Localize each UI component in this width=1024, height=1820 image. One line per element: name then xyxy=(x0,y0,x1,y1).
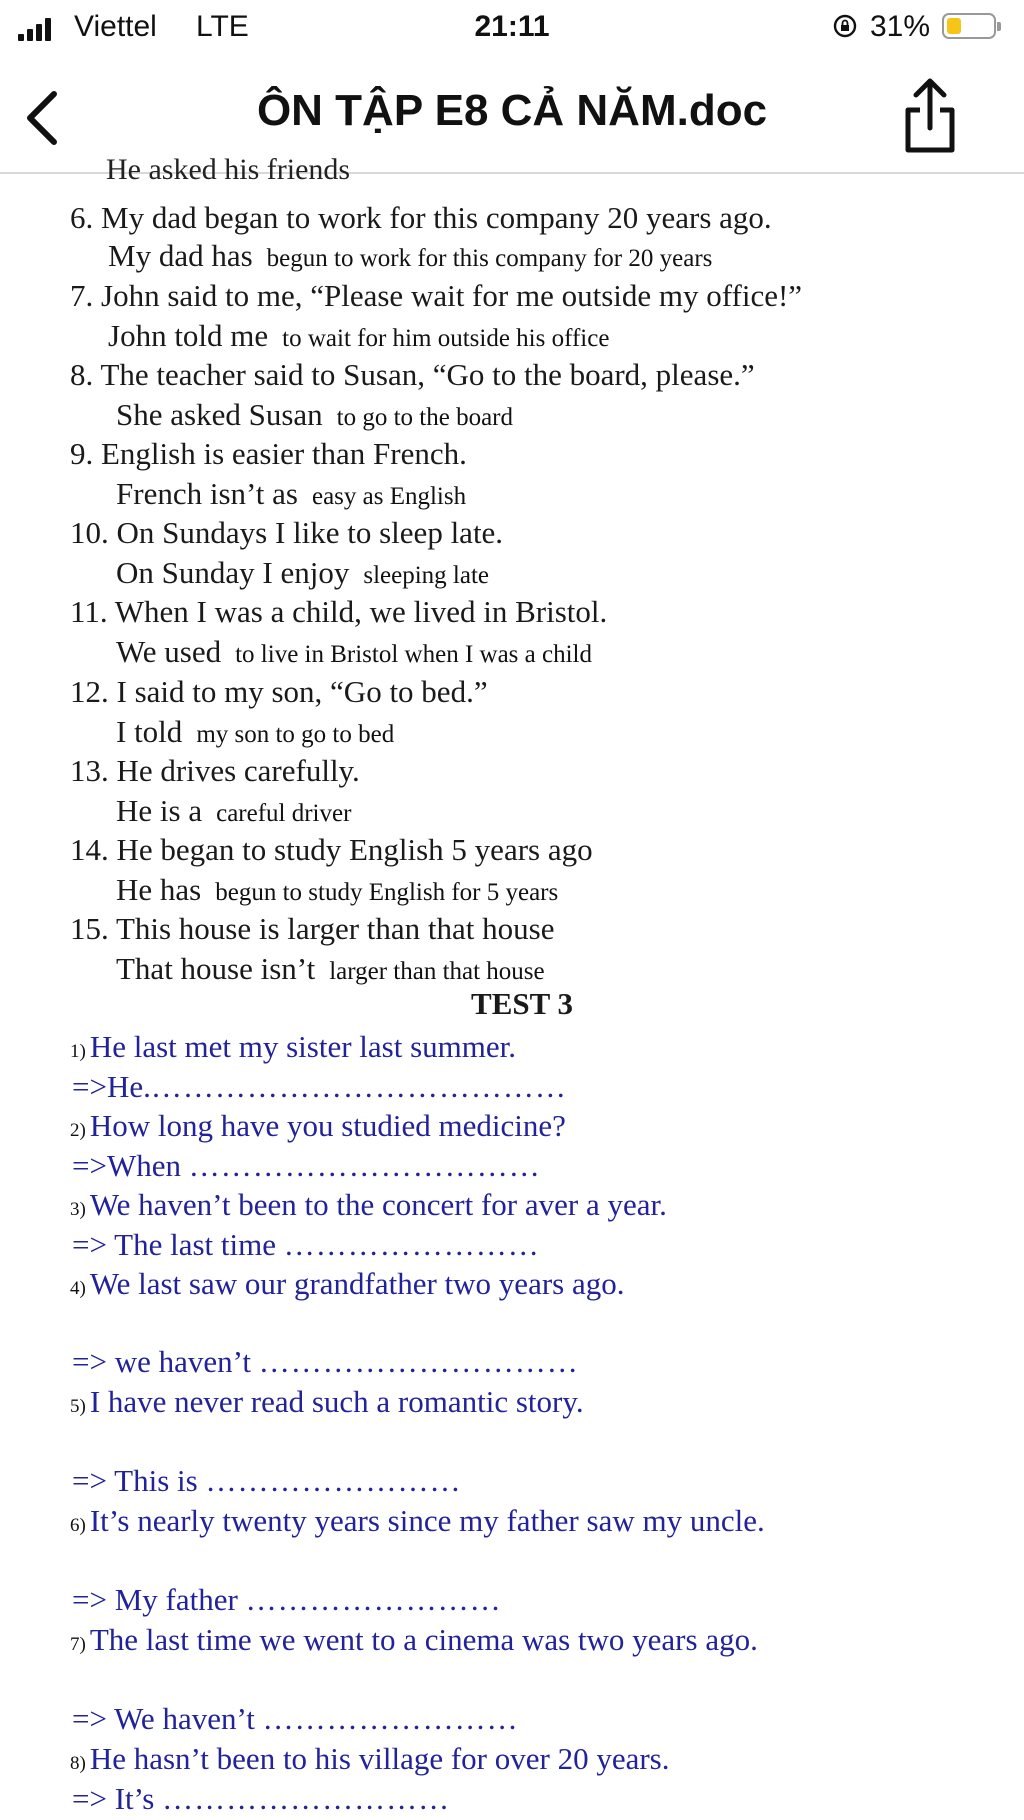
rewrite-stem: => The last time xyxy=(72,1227,284,1262)
test-question xyxy=(70,1741,669,1777)
rewrite-stem: => My father xyxy=(72,1582,246,1617)
exercise-answer-line xyxy=(116,872,558,908)
test-question xyxy=(70,1503,765,1539)
rewrite-stem: => It’s xyxy=(72,1781,163,1816)
rewrite-line xyxy=(72,1069,567,1105)
question-number: 8) xyxy=(70,1753,86,1774)
test-question xyxy=(70,1622,758,1658)
rotation-lock-icon xyxy=(832,13,858,39)
blank-dots: ……………………… xyxy=(162,1781,451,1816)
rewrite-stem: =>He. xyxy=(72,1069,151,1104)
handwritten-answer: to wait for him outside his office xyxy=(282,325,610,352)
handwritten-answer: larger than that house xyxy=(329,958,545,985)
handwritten-answer: to go to the board xyxy=(336,404,514,431)
carrier-name: Viettel xyxy=(74,10,157,43)
handwritten-answer: my son to go to bed xyxy=(196,721,395,748)
question-number: 2) xyxy=(70,1120,86,1141)
share-icon[interactable] xyxy=(898,76,962,156)
exercise-prompt: 10. On Sundays I like to sleep late. xyxy=(70,515,504,550)
exercise-prompt: 9. English is easier than French. xyxy=(70,436,467,471)
blank-dots: …………………… xyxy=(283,1227,540,1262)
test-title: TEST 3 xyxy=(471,986,573,1021)
blank-dots: ………………………… xyxy=(258,1344,579,1379)
test-question xyxy=(70,1187,667,1223)
status-bar xyxy=(0,0,1024,58)
handwritten-answer: sleeping late xyxy=(363,562,489,589)
rewrite-stem: =>When xyxy=(72,1148,189,1183)
question-number: 7) xyxy=(70,1634,86,1655)
battery-icon xyxy=(942,13,996,39)
question-number: 4) xyxy=(70,1278,86,1299)
exercise-answer-line xyxy=(116,397,513,433)
blank-dots: …………………… xyxy=(205,1463,462,1498)
exercise-answer-line xyxy=(108,238,712,274)
battery-level-fill xyxy=(947,18,961,34)
question-number: 6) xyxy=(70,1515,86,1536)
exercise-prompt: 8. The teacher said to Susan, “Go to the board, please.” xyxy=(70,357,755,392)
exercise-answer-line xyxy=(116,555,489,591)
test-question xyxy=(70,1384,584,1420)
document-title: ÔN TẬP E8 CẢ NĂM.doc xyxy=(256,86,768,135)
rewrite-line xyxy=(72,1227,540,1263)
rewrite-line xyxy=(72,1344,579,1380)
question-number: 3) xyxy=(70,1199,86,1220)
network-type: LTE xyxy=(196,10,249,43)
handwritten-answer: to live in Bristol when I was a child xyxy=(235,641,592,668)
answer-stem: John told me xyxy=(108,318,269,353)
answer-stem: My dad has xyxy=(108,238,253,273)
test-question xyxy=(70,1029,516,1065)
question-sentence: How long have you studied medicine? xyxy=(89,1108,566,1143)
exercise-prompt: 12. I said to my son, “Go to bed.” xyxy=(70,674,488,709)
answer-stem: She asked Susan xyxy=(116,397,323,432)
cut-off-text-line: He asked his friends xyxy=(106,153,351,186)
handwritten-answer: begun to work for this company for 20 years xyxy=(266,245,713,272)
answer-stem: On Sunday I enjoy xyxy=(116,555,350,590)
rewrite-stem: => we haven’t xyxy=(72,1344,259,1379)
status-time: 21:11 xyxy=(474,10,550,43)
exercise-answer-line xyxy=(116,634,592,670)
test-question xyxy=(70,1266,624,1302)
handwritten-answer: easy as English xyxy=(311,483,467,510)
rewrite-stem: => We haven’t xyxy=(72,1701,263,1736)
answer-stem: I told xyxy=(116,714,183,749)
blank-dots: ………………………………… xyxy=(150,1069,567,1104)
question-sentence: We last saw our grandfather two years ago. xyxy=(89,1266,625,1301)
exercise-answer-line xyxy=(108,318,609,354)
exercise-answer-line xyxy=(116,951,545,987)
handwritten-answer: begun to study English for 5 years xyxy=(215,879,559,906)
rewrite-line xyxy=(72,1148,541,1184)
battery-percent: 31% xyxy=(870,10,931,43)
exercise-prompt: 15. This house is larger than that house xyxy=(70,911,555,946)
question-sentence: It’s nearly twenty years since my father saw my uncle. xyxy=(89,1503,765,1538)
exercise-answer-line xyxy=(116,793,351,829)
question-sentence: We haven’t been to the concert for aver a year. xyxy=(89,1187,667,1222)
question-number: 5) xyxy=(70,1396,86,1417)
rewrite-stem: => This is xyxy=(72,1463,206,1498)
exercise-prompt: 6. My dad began to work for this company 20 years ago. xyxy=(70,200,772,235)
blank-dots: …………………………… xyxy=(188,1148,541,1183)
answer-stem: We used xyxy=(116,634,222,669)
exercise-prompt: 13. He drives carefully. xyxy=(70,753,360,788)
document-viewer[interactable] xyxy=(0,153,1024,1820)
question-sentence: He hasn’t been to his village for over 20 years. xyxy=(89,1741,670,1776)
chevron-left-icon[interactable] xyxy=(20,88,64,148)
rewrite-line xyxy=(72,1701,519,1737)
exercise-prompt: 14. He began to study English 5 years ago xyxy=(70,832,593,867)
question-number: 1) xyxy=(70,1041,86,1062)
blank-dots: …………………… xyxy=(245,1582,502,1617)
question-sentence: The last time we went to a cinema was two years ago. xyxy=(89,1622,758,1657)
question-sentence: I have never read such a romantic story. xyxy=(89,1384,584,1419)
answer-stem: He has xyxy=(116,872,202,907)
answer-stem: French isn’t as xyxy=(116,476,298,511)
test-question xyxy=(70,1108,566,1144)
exercise-answer-line xyxy=(116,714,394,750)
exercise-prompt: 7. John said to me, “Please wait for me outside my office!” xyxy=(70,278,803,313)
question-sentence: He last met my sister last summer. xyxy=(89,1029,517,1064)
rewrite-line xyxy=(72,1781,450,1817)
handwritten-answer: careful driver xyxy=(216,800,352,827)
blank-dots: …………………… xyxy=(262,1701,519,1736)
exercise-prompt: 11. When I was a child, we lived in Bristol. xyxy=(70,594,608,629)
exercise-answer-line xyxy=(116,476,466,512)
answer-stem: That house isn’t xyxy=(116,951,316,986)
rewrite-line xyxy=(72,1463,461,1499)
answer-stem: He is a xyxy=(116,793,203,828)
rewrite-line xyxy=(72,1582,502,1618)
